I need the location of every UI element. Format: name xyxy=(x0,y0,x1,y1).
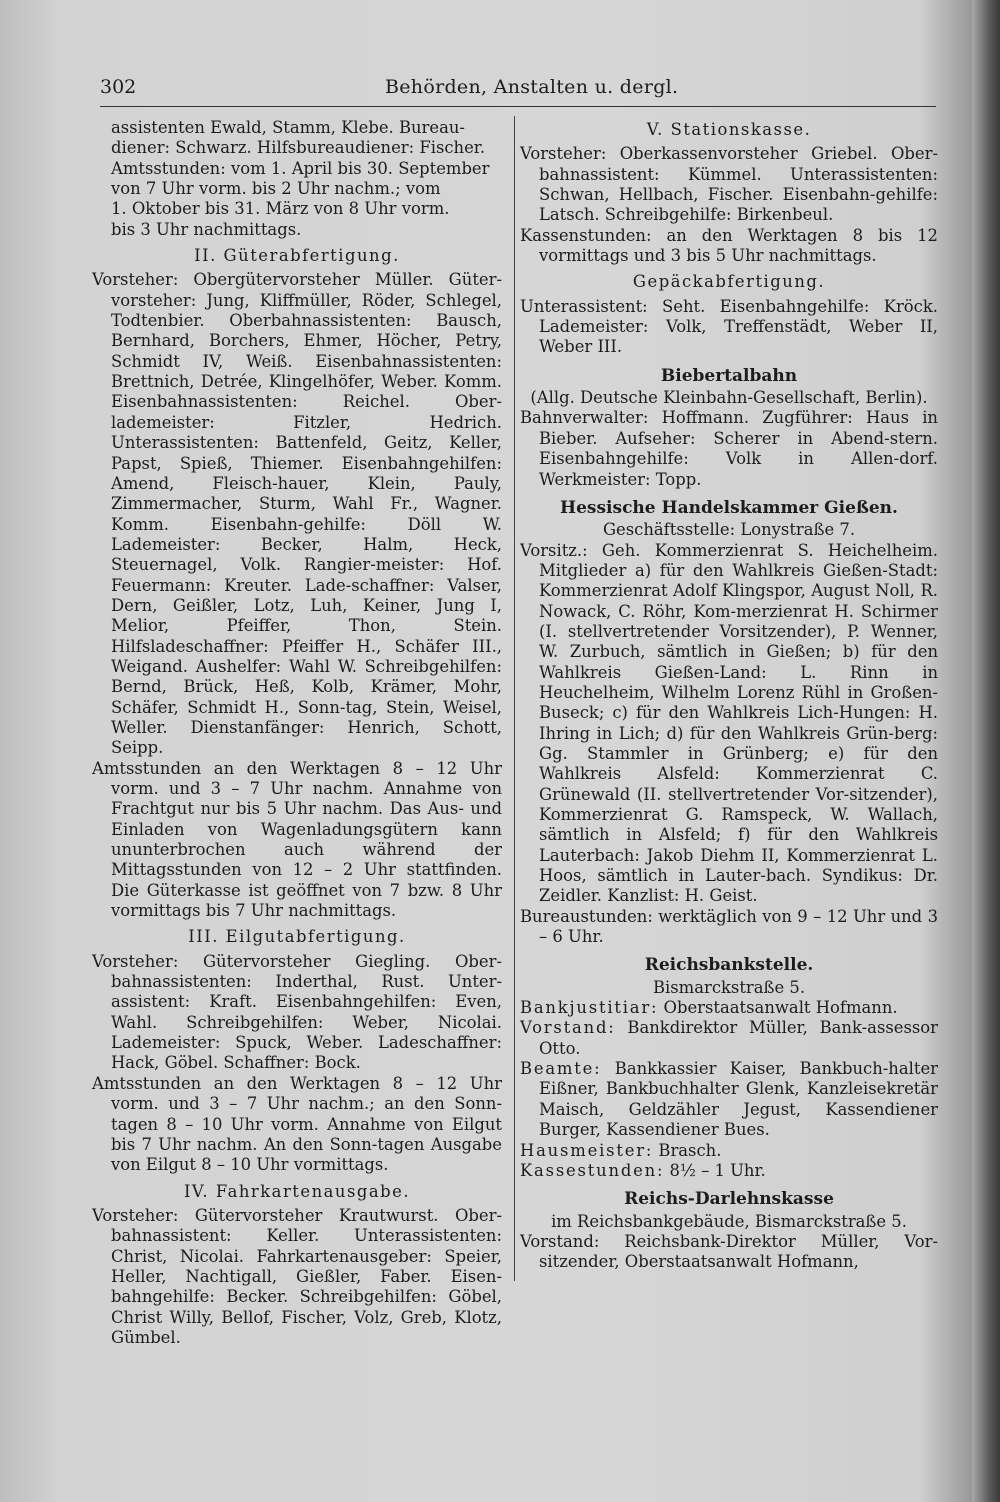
handelskammer-members: Vorsitz.: Geh. Kommerzienrat S. Heichelheim. Mitglieder a) für den Wahlkreis Gießen-Stadt: Kommerzienrat Adolf Klingspor, August Noll, R. Nowack, C. Röhr, Kom-merzienrat H. Schirmer (I. stellvertretender Vorsitzender), P. Wenner, W. Zurbuch, sämtlich in Gießen; b) für den Wahlkreis Gießen-Land: L. Rinn in Heuchelheim, Wilhelm Lorenz Rühl in Großen-Buseck; c) für den Wahlkreis Lich-Hungen: H. Ihring in Lich; d) für den Wahlkreis Grün-berg: Gg. Stammler in Grünberg; e) für den Wahlkreis Alsfeld: Kommerzienrat C. Grünewald (II. stellvertretender Vor-sitzender), Kommerzienrat G. Ramspeck, W. Wallach, sämtlich in Alsfeld; f) für den Wahlkreis Lauterbach: Jakob Diehm II, Kommerzienrat L. Hoos, sämtlich in Lauter-bach. Syndikus: Dr. Zeidler. Kanzlist: H. Geist. xyxy=(520,540,938,906)
label-hausmeister: Hausmeister: xyxy=(520,1140,654,1160)
page-header xyxy=(100,76,936,104)
reichsdarlehnskasse-address: im Reichsbankgebäude, Bismarckstraße 5. xyxy=(551,1211,907,1231)
intro-line: assistenten Ewald, Stamm, Klebe. Bureau- xyxy=(111,118,465,137)
section-heading-fahrkartenausgabe: IV. Fahrkartenausgabe. xyxy=(183,1181,411,1201)
intro-line: diener: Schwarz. Hilfsbureaudiener: Fischer. xyxy=(111,138,486,158)
right-column xyxy=(520,120,938,1273)
value-vorstand: Bankdirektor Müller, Bank-assessor Otto. xyxy=(539,1018,938,1058)
gepaeckabfertigung-staff: Unterassistent: Seht. Eisenbahngehilfe: Kröck. Lademeister: Volk, Treffenstädt, Weber II, Weber III. xyxy=(520,296,938,357)
left-column xyxy=(92,118,502,1348)
value-hausmeister: Brasch. xyxy=(653,1140,722,1160)
stationskasse-staff: Vorsteher: Oberkassenvorsteher Griebel. Ober-bahnassistent: Kümmel. Unterassistenten: Schwan, Hellbach, Fischer. Eisenbahn-gehilfe: Latsch. Schreibgehilfe: Birkenbeul. xyxy=(520,144,938,225)
header-rule xyxy=(100,106,936,107)
page-number: 302 xyxy=(100,76,137,98)
label-kassestunden: Kassestunden: xyxy=(520,1160,665,1180)
heading-reichsbankstelle: Reichsbankstelle. xyxy=(644,955,814,976)
reichsbankstelle-hausmeister xyxy=(520,1141,938,1161)
eilgutabfertigung-staff: Vorsteher: Gütervorsteher Giegling. Ober-bahnassistenten: Inderthal, Rust. Unter-assistent: Kraft. Eisenbahngehilfen: Even, Wahl. Schreibgehilfen: Weber, Nicolai. Lademeister: Spuck, Weber. Ladeschaffner: Hack, Göbel. Schaffner: Bock. xyxy=(92,951,502,1073)
intro-block xyxy=(92,118,502,240)
reichsbankstelle-kassestunden xyxy=(520,1161,938,1181)
biebertalbahn-staff: Bahnverwalter: Hoffmann. Zugführer: Haus in Bieber. Aufseher: Scherer in Abend-stern. Eisenbahngehilfe: Volk in Allen-dorf. Werkmeister: Topp. xyxy=(520,408,938,489)
fahrkartenausgabe-staff: Vorsteher: Gütervorsteher Krautwurst. Ober-bahnassistent: Keller. Unterassistenten: Christ, Nicolai. Fahrkartenausgeber: Speier, Heller, Nachtigall, Gießler, Faber. Eisen-bahngehilfe: Becker. Schreibgehilfen: Göbel, Christ Willy, Bellof, Fischer, Volz, Greb, Klotz, Gümbel. xyxy=(92,1205,502,1347)
running-title: Behörden, Anstalten u. dergl. xyxy=(385,76,679,98)
intro-line: von 7 Uhr vorm. bis 2 Uhr nachm.; vom xyxy=(111,179,441,199)
label-bankjustitiar: Bankjustitiar: xyxy=(520,998,659,1018)
intro-line: bis 3 Uhr nachmittags. xyxy=(111,219,302,239)
gueterabfertigung-staff: Vorsteher: Obergütervorsteher Müller. Güter-vorsteher: Jung, Kliffmüller, Röder, Schlegel, Todtenbier. Oberbahnassistenten: Bausch, Bernhard, Borchers, Ehmer, Höcher, Petry, Schmidt IV, Weiß. Eisenbahnassistenten: Brettnich, Detrée, Klingelhöfer, Weber. Komm. Eisenbahnassistenten: Reichel. Ober-lademeister: Fitzler, Hedrich. Unterassistenten: Battenfeld, Geitz, Keller, Papst, Spieß, Thiemer. Eisenbahngehilfen: Amend, Fleisch-hauer, Klein, Pauly, Zimmermacher, Sturm, Wahl Fr., Wagner. Komm. Eisenbahn-gehilfe: Döll W. Lademeister: Becker, Halm, Heck, Steuernagel, Volk. Rangier-meister: Hof. Feuermann: Kreuter. Lade-schaffner: Valser, Dern, Geißler, Lotz, Luh, Keiner, Jung I, Melior, Pfeiffer, Thon, Stein. Hilfsladeschaffner: Pfeiffer H., Schäfer III., Weigand. Aushelfer: Wahl W. Schreibgehilfen: Bernd, Brück, Heß, Kolb, Krämer, Mohr, Schäfer, Schmidt H., Sonn-tag, Stein, Weisel, Weller. Dienstanfänger: Henrich, Schott, Seipp. xyxy=(92,270,502,758)
value-beamte: Bankkassier Kaiser, Bankbuch-halter Eißner, Bankbuchhalter Glenk, Kanzleisekretär Maisch, Geldzähler Jegust, Kassendiener Burger, Kassendiener Bues. xyxy=(539,1059,938,1140)
intro-line: Amtsstunden: vom 1. April bis 30. September xyxy=(111,158,490,178)
handelskammer-address: Geschäftsstelle: Lonystraße 7. xyxy=(602,520,856,540)
heading-reichsdarlehnskasse: Reichs-Darlehnskasse xyxy=(624,1189,834,1210)
section-heading-stationskasse: V. Stationskasse. xyxy=(646,120,812,139)
handelskammer-hours: Bureaustunden: werktäglich von 9 – 12 Uhr und 3 – 6 Uhr. xyxy=(520,906,938,947)
eilgutabfertigung-hours: Amtsstunden an den Werktagen 8 – 12 Uhr vorm. und 3 – 7 Uhr nachm.; an den Sonn-tagen 8 – 10 Uhr vorm. Annahme von Eilgut bis 7 Uhr nachm. An den Sonn-tagen Ausgabe von Eilgut 8 – 10 Uhr vormittags. xyxy=(92,1073,502,1175)
book-spine xyxy=(972,0,1000,1502)
column-separator xyxy=(514,116,515,1281)
reichsdarlehnskasse-vorstand: Vorstand: Reichsbank-Direktor Müller, Vor-sitzender, Oberstaatsanwalt Hofmann, xyxy=(520,1231,938,1272)
reichsbankstelle-vorstand xyxy=(520,1018,938,1059)
section-heading-gepaeckabfertigung: Gepäckabfertigung. xyxy=(632,272,826,292)
label-beamte: Beamte: xyxy=(520,1059,602,1079)
stationskasse-hours: Kassenstunden: an den Werktagen 8 bis 12 vormittags und 3 bis 5 Uhr nachmittags. xyxy=(520,225,938,266)
heading-biebertalbahn: Biebertalbahn xyxy=(660,365,798,386)
value-kassestunden: 8½ – 1 Uhr. xyxy=(664,1160,766,1180)
reichsbankstelle-beamte xyxy=(520,1059,938,1140)
reichsbankstelle-address: Bismarckstraße 5. xyxy=(652,977,806,997)
section-heading-eilgutabfertigung: III. Eilgutabfertigung. xyxy=(188,927,406,947)
section-heading-gueterabfertigung: II. Güterabfertigung. xyxy=(194,246,400,266)
heading-handelskammer: Hessische Handelskammer Gießen. xyxy=(560,497,898,518)
biebertalbahn-subtitle: (Allg. Deutsche Kleinbahn-Gesellschaft, Berlin). xyxy=(530,388,928,408)
intro-line: 1. Oktober bis 31. März von 8 Uhr vorm. xyxy=(111,199,450,219)
label-vorstand: Vorstand: xyxy=(520,1018,616,1038)
gueterabfertigung-hours: Amtsstunden an den Werktagen 8 – 12 Uhr vorm. und 3 – 7 Uhr nachm. Annahme von Frachtgut nur bis 5 Uhr nachm. Das Aus- und Einladen von Wagenladungsgütern kann ununterbrochen auch während der Mittagsstunden von 12 – 2 Uhr stattfinden. Die Güterkasse ist geöffnet von 7 bzw. 8 Uhr vormittags bis 7 Uhr nachmittags. xyxy=(92,758,502,921)
value-bankjustitiar: Oberstaatsanwalt Hofmann. xyxy=(658,998,898,1018)
reichsbankstelle-justitiar xyxy=(520,998,938,1018)
